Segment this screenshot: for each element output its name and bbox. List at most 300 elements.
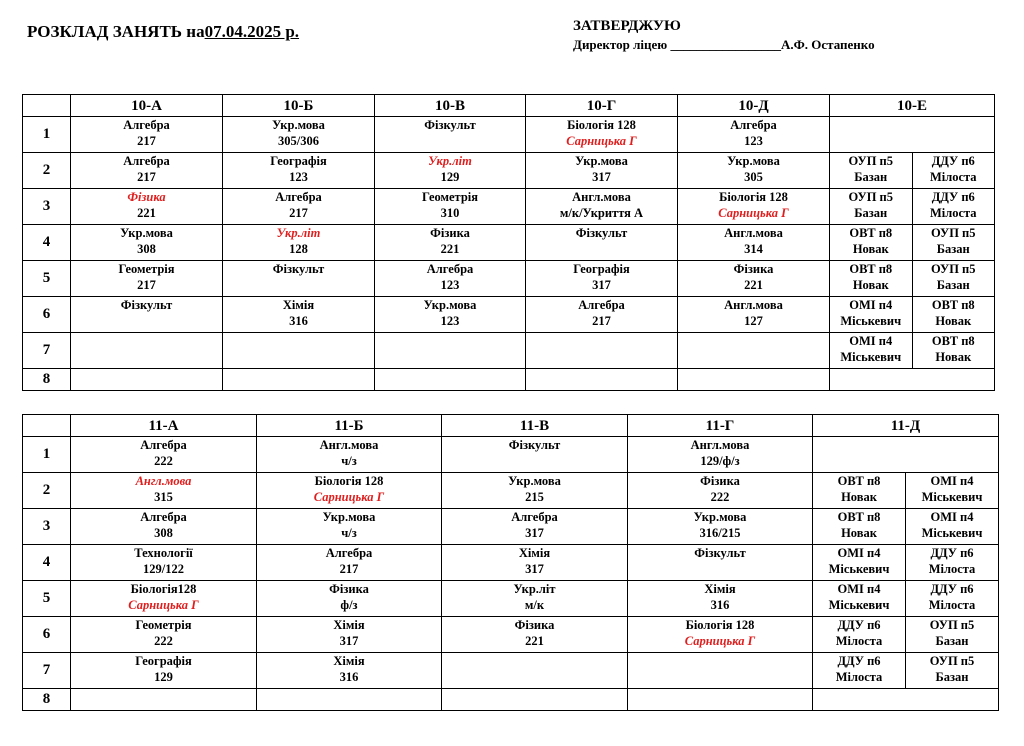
lesson-text: ОУП п5	[929, 617, 975, 632]
lesson-cell	[257, 616, 442, 652]
lesson-text: Базан	[854, 205, 888, 220]
group-half	[913, 189, 995, 224]
lesson-cell	[628, 472, 813, 508]
lesson-text: Алгебра	[730, 118, 777, 132]
table11-lesson-row	[23, 508, 999, 544]
lesson-text: Алгебра	[426, 261, 474, 276]
group-half	[813, 545, 906, 580]
approval-block	[573, 16, 875, 54]
lesson-text: 217	[137, 277, 156, 292]
lesson-cell	[526, 296, 678, 332]
lesson-text: Фізика	[430, 225, 470, 240]
lesson-text: Географія	[270, 153, 327, 168]
lesson-number: 6	[23, 296, 71, 332]
teacher-name: Укр.літ	[276, 225, 321, 240]
lesson-text: ОВТ п8	[849, 261, 893, 276]
lesson-text: 316	[710, 597, 730, 612]
table11-lesson-row	[23, 580, 999, 616]
lesson-text: Базан	[935, 669, 969, 684]
group-lesson-cell	[813, 580, 999, 616]
group-half	[813, 581, 906, 616]
lesson-cell	[678, 152, 830, 188]
schedule-title	[27, 22, 299, 42]
lesson-cell	[678, 368, 830, 390]
lesson-cell	[71, 152, 223, 188]
teacher-name: Сарницька Г	[684, 633, 756, 648]
group-split	[830, 225, 994, 260]
lesson-text: Мілоста	[928, 561, 976, 576]
lesson-text: ч/з	[341, 525, 357, 540]
lesson-text: 217	[592, 313, 611, 328]
teacher-name: Сарницька Г	[718, 205, 789, 220]
lesson-cell	[442, 652, 628, 688]
approve-label: ЗАТВЕРДЖУЮ	[573, 18, 681, 34]
lesson-text: 221	[137, 205, 156, 220]
lesson-cell	[257, 508, 442, 544]
lesson-text: Укр.мова	[322, 509, 376, 524]
lesson-text: Фізкульт	[120, 297, 173, 312]
lesson-text: Укр.мова	[693, 509, 747, 524]
lesson-number: 2	[23, 472, 71, 508]
lesson-cell	[375, 296, 526, 332]
lesson-cell	[223, 260, 375, 296]
lesson-cell	[678, 332, 830, 368]
lesson-text: ДДУ п6	[837, 617, 881, 632]
schedule-table-11	[22, 414, 999, 711]
lesson-text: Фізика	[329, 581, 369, 596]
table11-lesson-row	[23, 472, 999, 508]
lesson-text: 123	[440, 277, 460, 292]
lesson-text: Мілоста	[928, 597, 976, 612]
group-lesson-cell	[830, 296, 995, 332]
lesson-cell	[223, 368, 375, 390]
lesson-text: Новак	[935, 349, 972, 364]
lesson-cell	[71, 472, 257, 508]
table10-class-header: 10-В	[375, 95, 526, 117]
lesson-text: 128	[289, 241, 308, 256]
lesson-cell	[678, 224, 830, 260]
lesson-text: 129	[440, 169, 460, 184]
lesson-cell	[442, 616, 628, 652]
group-half	[830, 297, 913, 332]
table11-class-header: 11-Г	[628, 415, 813, 437]
lesson-text: ОМІ п4	[930, 509, 974, 524]
group-half	[813, 653, 906, 688]
teacher-name: Фізика	[127, 189, 166, 204]
lesson-text: ДДУ п6	[931, 189, 975, 204]
group-split	[813, 545, 998, 580]
lesson-number: 5	[23, 260, 71, 296]
lesson-text: ОМІ п4	[930, 473, 974, 488]
table10-header-row	[23, 95, 995, 117]
title-date: 07.04.2025 р.	[204, 22, 300, 41]
group-lesson-cell	[830, 368, 995, 390]
group-half	[906, 545, 998, 580]
lesson-text: ОМІ п4	[849, 297, 893, 312]
lesson-text: 221	[744, 277, 763, 292]
lesson-cell	[526, 117, 678, 153]
lesson-cell	[71, 544, 257, 580]
lesson-cell	[628, 616, 813, 652]
group-half	[906, 617, 998, 652]
lesson-cell	[375, 224, 526, 260]
lesson-cell	[442, 472, 628, 508]
group-half	[830, 189, 913, 224]
lesson-text: Геометрія	[118, 261, 175, 276]
lesson-text: Хімія	[333, 617, 365, 632]
lesson-text: 316	[289, 313, 308, 328]
group-split	[813, 473, 998, 508]
lesson-text: 222	[710, 489, 730, 504]
group-lesson-cell	[813, 688, 999, 710]
lesson-text: 215	[525, 489, 544, 504]
lesson-number: 8	[23, 368, 71, 390]
lesson-text: Англ.мова	[319, 438, 379, 452]
lesson-text: Геометрія	[421, 189, 479, 204]
table11-class-header: 11-А	[71, 415, 257, 437]
lesson-number: 1	[23, 117, 71, 153]
lesson-text: Укр.літ	[513, 581, 556, 596]
group-lesson-cell	[830, 332, 995, 368]
lesson-text: Хімія	[282, 297, 315, 312]
lesson-text: 217	[289, 205, 308, 220]
table11-class-header: 11-Д	[813, 415, 999, 437]
lesson-text: 305	[744, 169, 763, 184]
lesson-text: ОУП п5	[931, 225, 976, 240]
lesson-text: 217	[137, 134, 156, 148]
lesson-cell	[71, 224, 223, 260]
lesson-text: Укр.мова	[423, 297, 477, 312]
lesson-cell	[71, 437, 257, 473]
table11-lesson-row	[23, 437, 999, 473]
table10-lesson-row	[23, 332, 995, 368]
lesson-text: Міськевич	[921, 489, 983, 504]
lesson-cell	[375, 260, 526, 296]
lesson-text: Фізика	[733, 261, 774, 276]
lesson-text: Базан	[936, 241, 970, 256]
group-lesson-cell	[830, 188, 995, 224]
lesson-text: Укр.мова	[727, 153, 780, 168]
lesson-text: ОВТ п8	[931, 297, 975, 312]
lesson-text: м/к	[524, 597, 545, 612]
lesson-text: Алгебра	[140, 509, 187, 524]
lesson-text: 123	[744, 134, 763, 148]
table11-class-header: 11-В	[442, 415, 628, 437]
lesson-cell	[375, 368, 526, 390]
group-half	[906, 473, 998, 508]
lesson-cell	[678, 296, 830, 332]
table10-lesson-row	[23, 117, 995, 153]
lesson-text: Укр.мова	[508, 473, 561, 488]
group-split	[830, 297, 994, 332]
table11-lesson-row	[23, 652, 999, 688]
lesson-text: 217	[137, 169, 156, 184]
lesson-text: 129/ф/з	[700, 454, 740, 468]
lesson-text: Базан	[935, 633, 969, 648]
group-half	[830, 261, 913, 296]
lesson-cell	[628, 544, 813, 580]
lesson-cell	[628, 437, 813, 473]
table10-lesson-row	[23, 188, 995, 224]
group-split	[813, 617, 998, 652]
schedule-table-10	[22, 94, 995, 391]
group-lesson-cell	[830, 117, 995, 153]
lesson-text: Біологія 128	[719, 189, 788, 204]
group-split	[830, 261, 994, 296]
lesson-text: Фізика	[514, 617, 555, 632]
director-signature-line: Директор ліцею _________________А.Ф. Остапенко	[573, 37, 875, 52]
group-half	[913, 153, 995, 188]
table11-lesson-row	[23, 616, 999, 652]
lesson-text: Англ.мова	[724, 297, 783, 312]
lesson-cell	[71, 296, 223, 332]
lesson-cell	[442, 688, 628, 710]
lesson-cell	[375, 332, 526, 368]
lesson-text: м/к/Укриття А	[559, 205, 644, 220]
table10-lesson-row	[23, 368, 995, 390]
teacher-name: Англ.мова	[135, 473, 192, 488]
lesson-cell	[526, 332, 678, 368]
lesson-text: 129/122	[143, 561, 184, 576]
lesson-number: 8	[23, 688, 71, 710]
group-half	[813, 473, 906, 508]
lesson-text: Новак	[841, 525, 877, 540]
lesson-text: 308	[154, 525, 173, 540]
lesson-text: 123	[289, 169, 308, 184]
lesson-text: Фізкульт	[694, 545, 746, 560]
lesson-text: ОУП п5	[931, 261, 976, 276]
lesson-cell	[223, 332, 375, 368]
lesson-text: Біологія 128	[567, 118, 636, 132]
lesson-cell	[678, 260, 830, 296]
lesson-cell	[442, 437, 628, 473]
lesson-text: ОМІ п4	[837, 581, 881, 596]
lesson-cell	[678, 188, 830, 224]
lesson-number: 6	[23, 616, 71, 652]
group-half	[906, 581, 998, 616]
group-half	[913, 333, 995, 368]
lesson-number: 1	[23, 437, 71, 473]
group-lesson-cell	[830, 224, 995, 260]
table11-corner-cell	[23, 415, 71, 437]
group-half	[906, 509, 998, 544]
lesson-cell	[375, 117, 526, 153]
lesson-cell	[257, 437, 442, 473]
table10-lesson-row	[23, 152, 995, 188]
lesson-text: 317	[339, 633, 359, 648]
table10-class-header: 10-А	[71, 95, 223, 117]
lesson-text: Алгебра	[123, 118, 170, 132]
lesson-text: 308	[137, 241, 156, 256]
table10-lesson-row	[23, 296, 995, 332]
group-lesson-cell	[813, 544, 999, 580]
lesson-text: Геометрія	[135, 617, 192, 632]
lesson-number: 4	[23, 544, 71, 580]
lesson-text: 317	[525, 561, 544, 576]
lesson-text: Міськевич	[828, 561, 890, 576]
lesson-cell	[442, 544, 628, 580]
lesson-text: ч/з	[341, 454, 357, 468]
lesson-text: Новак	[852, 241, 889, 256]
title-prefix: РОЗКЛАД ЗАНЯТЬ на	[27, 22, 205, 41]
lesson-cell	[257, 688, 442, 710]
lesson-number: 5	[23, 580, 71, 616]
lesson-text: Мілоста	[835, 633, 883, 648]
lesson-text: ОМІ п4	[837, 545, 881, 560]
teacher-name: Сарницька Г	[313, 489, 385, 504]
lesson-cell	[71, 368, 223, 390]
lesson-text: Алгебра	[325, 545, 373, 560]
lesson-text: 222	[154, 633, 173, 648]
lesson-text: Англ.мова	[572, 189, 631, 204]
lesson-text: ДДУ п6	[931, 153, 975, 168]
lesson-cell	[71, 508, 257, 544]
lesson-text: 317	[592, 277, 611, 292]
group-half	[830, 225, 913, 260]
group-lesson-cell	[813, 508, 999, 544]
lesson-text: Мілоста	[929, 169, 977, 184]
lesson-text: Алгебра	[578, 297, 625, 312]
lesson-text: Фізика	[700, 473, 740, 488]
lesson-text: ОМІ п4	[849, 333, 893, 348]
lesson-cell	[223, 117, 375, 153]
group-split	[813, 581, 998, 616]
table10-class-header: 10-Б	[223, 95, 375, 117]
group-half	[813, 617, 906, 652]
lesson-cell	[678, 117, 830, 153]
lesson-text: Англ.мова	[690, 438, 750, 452]
group-split	[830, 153, 994, 188]
lesson-text: Укр.мова	[272, 118, 325, 132]
lesson-text: Алгебра	[511, 509, 558, 524]
lesson-cell	[71, 580, 257, 616]
group-lesson-cell	[830, 152, 995, 188]
table11-lesson-row	[23, 544, 999, 580]
teacher-name: Укр.літ	[428, 153, 472, 168]
lesson-cell	[71, 188, 223, 224]
group-lesson-cell	[813, 472, 999, 508]
lesson-text: Хімія	[518, 545, 551, 560]
lesson-text: 317	[592, 169, 611, 184]
lesson-text: ОВТ п8	[931, 333, 975, 348]
lesson-text: Базан	[936, 277, 970, 292]
lesson-text: Біологія 128	[314, 473, 384, 488]
lesson-cell	[257, 652, 442, 688]
lesson-text: ф/з	[340, 597, 358, 612]
lesson-text: Англ.мова	[724, 225, 783, 240]
lesson-text: 305/306	[278, 134, 319, 148]
lesson-text: Алгебра	[123, 153, 170, 168]
lesson-cell	[526, 260, 678, 296]
lesson-text: 314	[744, 241, 763, 256]
lesson-text: Фізкульт	[424, 118, 476, 132]
lesson-cell	[223, 188, 375, 224]
lesson-text: 317	[525, 525, 544, 540]
lesson-text: ДДУ п6	[930, 581, 974, 596]
lesson-text: 129	[154, 669, 173, 684]
lesson-text: 316/215	[699, 525, 741, 540]
lesson-text: Міськевич	[840, 349, 902, 364]
group-half	[913, 225, 995, 260]
lesson-text: ОВТ п8	[849, 225, 893, 240]
lesson-text: 221	[440, 241, 460, 256]
lesson-cell	[526, 188, 678, 224]
lesson-text: 316	[339, 669, 359, 684]
group-split	[830, 333, 994, 368]
lesson-text: 221	[525, 633, 544, 648]
lesson-number: 4	[23, 224, 71, 260]
lesson-text: Міськевич	[921, 525, 983, 540]
lesson-text: Укр.мова	[575, 153, 628, 168]
lesson-text: Базан	[854, 169, 888, 184]
table11-class-header: 11-Б	[257, 415, 442, 437]
lesson-number: 3	[23, 508, 71, 544]
table10-corner-cell	[23, 95, 71, 117]
lesson-text: Новак	[935, 313, 972, 328]
lesson-cell	[71, 332, 223, 368]
lesson-text: ОВТ п8	[837, 473, 881, 488]
table10-lesson-row	[23, 260, 995, 296]
lesson-text: Мілоста	[835, 669, 883, 684]
table11-lesson-row	[23, 688, 999, 710]
lesson-text: 222	[154, 454, 173, 468]
group-half	[813, 509, 906, 544]
group-split	[813, 653, 998, 688]
lesson-text: 123	[440, 313, 460, 328]
table10-lesson-row	[23, 224, 995, 260]
teacher-name: Сарницька Г	[128, 597, 199, 612]
table10-class-header: 10-Д	[678, 95, 830, 117]
lesson-text: Міськевич	[828, 597, 890, 612]
group-half	[913, 261, 995, 296]
lesson-text: Технології	[134, 545, 193, 560]
group-half	[913, 297, 995, 332]
lesson-text: ДДУ п6	[837, 653, 881, 668]
lesson-cell	[223, 296, 375, 332]
lesson-cell	[71, 260, 223, 296]
lesson-number: 3	[23, 188, 71, 224]
lesson-cell	[257, 472, 442, 508]
lesson-number: 2	[23, 152, 71, 188]
group-split	[813, 509, 998, 544]
lesson-text: Новак	[852, 277, 889, 292]
lesson-text: ОУП п5	[848, 189, 893, 204]
lesson-text: ОУП п5	[848, 153, 893, 168]
lesson-cell	[257, 580, 442, 616]
lesson-cell	[71, 616, 257, 652]
lesson-text: Міськевич	[840, 313, 902, 328]
lesson-cell	[628, 652, 813, 688]
lesson-cell	[223, 152, 375, 188]
lesson-cell	[223, 224, 375, 260]
table10-class-header: 10-Г	[526, 95, 678, 117]
lesson-number: 7	[23, 332, 71, 368]
lesson-text: ДДУ п6	[930, 545, 974, 560]
lesson-number: 7	[23, 652, 71, 688]
lesson-text: ОУП п5	[929, 653, 975, 668]
group-lesson-cell	[813, 616, 999, 652]
lesson-cell	[628, 688, 813, 710]
lesson-cell	[526, 368, 678, 390]
lesson-text: Мілоста	[929, 205, 977, 220]
lesson-cell	[628, 508, 813, 544]
group-half	[830, 153, 913, 188]
lesson-cell	[71, 652, 257, 688]
lesson-cell	[375, 188, 526, 224]
teacher-name: Сарницька Г	[566, 134, 637, 148]
table11-header-row	[23, 415, 999, 437]
lesson-text: 127	[744, 313, 763, 328]
